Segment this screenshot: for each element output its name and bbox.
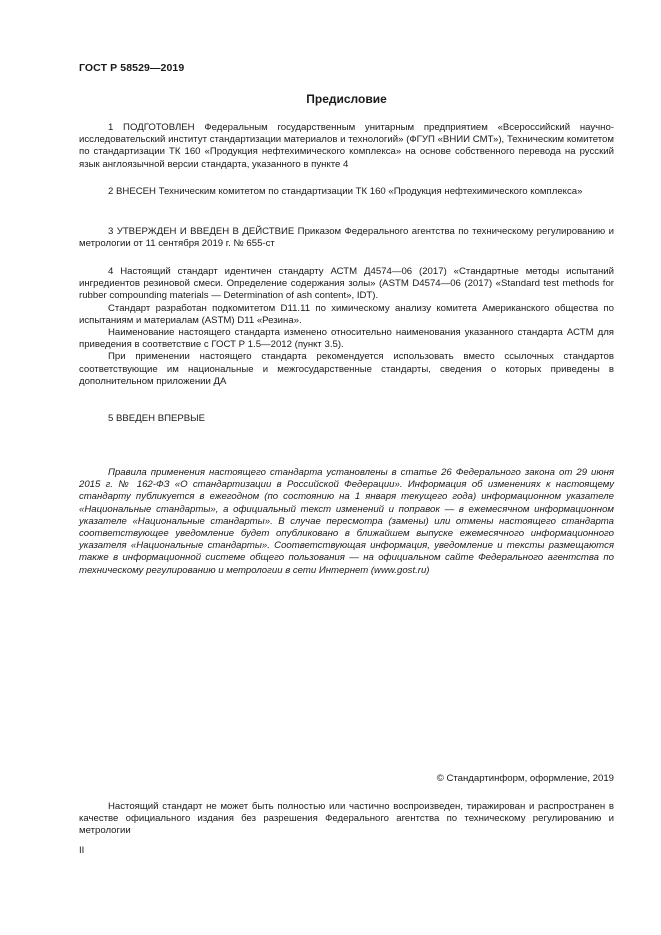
section-1 — [79, 122, 614, 171]
section-2 — [79, 186, 614, 198]
section-3 — [79, 226, 614, 250]
section-5 — [79, 413, 614, 425]
section-2-text: 2 ВНЕСЕН Техническим комитетом по стандартизации ТК 160 «Продукция нефтехимического комплекса» — [108, 186, 583, 197]
section-4-paragraph-2: Стандарт разработан подкомитетом D11.11 по химическому анализу комитета Американского общества по испытаниям и материалам (ASTM) D11 «Резина». — [79, 302, 614, 326]
section-4-paragraph-1: 4 Настоящий стандарт идентичен стандарту АСТМ Д4574—06 (2017) «Стандартные методы испытаний ингредиентов резиновой смеси. Определение содержания золы» (ASTM D4574—06 (2017) «Standard test methods for rubber compounding materials — Determination of ash content», IDT). — [79, 266, 614, 302]
page-number: II — [79, 845, 85, 856]
section-4 — [79, 266, 614, 388]
reproduction-notice-text: Настоящий стандарт не может быть полностью или частично воспроизведен, тиражирован и распространен в качестве официального издания без разрешения Федерального агентства по техническому регулированию и метрологии — [79, 801, 614, 837]
legal-notice-text: Правила применения настоящего стандарта установлены в статье 26 Федерального закона от 29 июня 2015 г. № 162-ФЗ «О стандартизации в Российской Федерации». Информация об изменениях к настоящему стандарту публикуется в ежегодном (по состоянию на 1 января текущего года) информационном указателе «Национальные стандарты», а официальный текст изменений и поправок — в ежемесячном информационном указателе «Национальные стандарты». В случае пересмотра (замены) или отмены настоящего стандарта соответствующее уведомление будет опубликовано в ближайшем выпуске ежемесячного информационного указателя «Национальные стандарты». Соответствующая информация, уведомление и тексты размещаются также в информационной системе общего пользования — на официальном сайте Федерального агентства по техническому регулированию и метрологии в сети Интернет (www.gost.ru) — [79, 467, 614, 576]
section-1-text: 1 ПОДГОТОВЛЕН Федеральным государственным унитарным предприятием «Всероссийский научно-исследовательский институт стандартизации материалов и технологий» (ФГУП «ВНИИ СМТ»), Техническим комитетом по стандартизации ТК 160 «Продукция нефтехимического комплекса» на основе собственного перевода на русский язык англоязычной версии стандарта, указанного в пункте 4 — [79, 122, 614, 170]
page-title: Предисловие — [306, 92, 387, 106]
section-4-paragraph-4: При применении настоящего стандарта рекомендуется использовать вместо ссылочных стандартов соответствующие им национальные и межгосударственные стандарты, сведения о которых приведены в дополнительном приложении ДА — [79, 351, 614, 387]
copyright-line: © Стандартинформ, оформление, 2019 — [436, 773, 614, 784]
reproduction-notice — [79, 801, 614, 838]
doc-header-code: ГОСТ Р 58529—2019 — [79, 62, 185, 74]
legal-notice — [79, 467, 614, 577]
section-3-text: 3 УТВЕРЖДЕН И ВВЕДЕН В ДЕЙСТВИЕ Приказом Федерального агентства по техническому регулированию и метрологии от 11 сентября 2019 г. № 655-ст — [79, 226, 614, 250]
section-4-paragraph-3: Наименование настоящего стандарта изменено относительно наименования указанного стандарта АСТМ для приведения в соответствие с ГОСТ Р 1.5—2012 (пункт 3.5). — [79, 327, 614, 351]
section-5-text: 5 ВВЕДЕН ВПЕРВЫЕ — [108, 413, 206, 424]
